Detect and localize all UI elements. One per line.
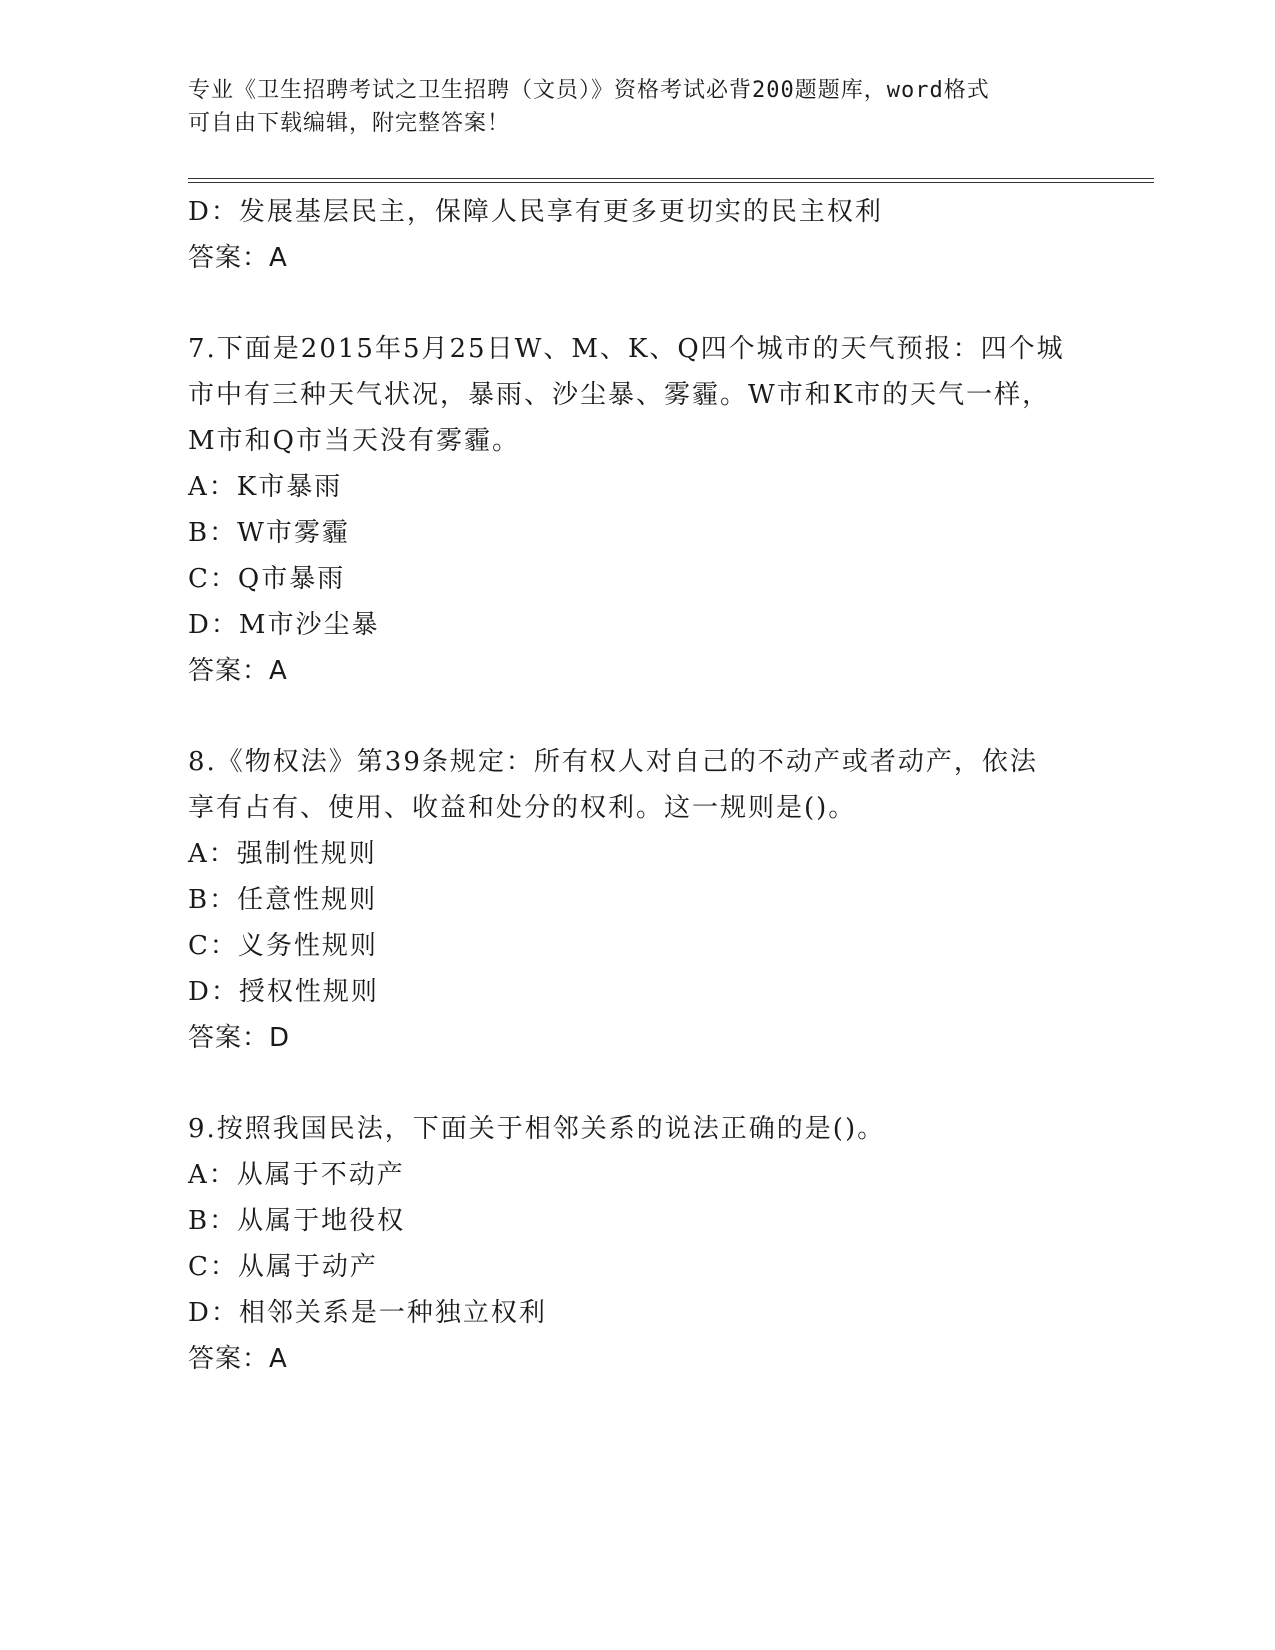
spacer: [188, 694, 1068, 739]
question-stem-line: 9.按照我国民法，下面关于相邻关系的说法正确的是()。: [188, 1114, 886, 1144]
answer-line: 答案：A: [188, 243, 288, 273]
option-d: D：相邻关系是一种独立权利: [188, 1298, 547, 1328]
previous-question: [188, 189, 1068, 281]
option-c: C：Q市暴雨: [188, 564, 346, 594]
question-8: [188, 739, 1068, 1061]
option-b: B：W市雾霾: [188, 518, 350, 548]
header-line: 可自由下载编辑，附完整答案！: [188, 111, 511, 136]
option-c: C：从属于动产: [188, 1252, 378, 1282]
question-stem-line: 享有占有、使用、收益和处分的权利。这一规则是()。: [188, 793, 857, 823]
spacer: [188, 1061, 1068, 1106]
question-7: [188, 326, 1068, 694]
question-stem-line: 8.《物权法》第39条规定：所有权人对自己的不动产或者动产，依法: [188, 747, 1038, 777]
option-a: A：从属于不动产: [188, 1160, 405, 1190]
option-d: D：授权性规则: [188, 977, 379, 1007]
header-line: 专业《卫生招聘考试之卫生招聘（文员）》资格考试必背200题题库，word格式: [188, 78, 990, 103]
option-c: C：义务性规则: [188, 931, 378, 961]
header-divider: [188, 178, 1154, 179]
option-b: B：从属于地役权: [188, 1206, 406, 1236]
answer-line: 答案：A: [188, 656, 288, 686]
header-divider: [188, 182, 1154, 183]
question-9: [188, 1106, 1068, 1382]
page-header: [188, 74, 1088, 140]
option-b: B：任意性规则: [188, 885, 378, 915]
document-body: [188, 189, 1068, 1382]
question-stem-line: 7.下面是2015年5月25日W、M、K、Q四个城市的天气预报：四个城: [188, 334, 1065, 364]
answer-line: 答案：A: [188, 1344, 288, 1374]
question-stem-line: M市和Q市当天没有雾霾。: [188, 426, 520, 456]
spacer: [188, 281, 1068, 326]
option-d: D：M市沙尘暴: [188, 610, 380, 640]
option-a: A：强制性规则: [188, 839, 377, 869]
option-d: D：发展基层民主，保障人民享有更多更切实的民主权利: [188, 197, 883, 227]
answer-line: 答案：D: [188, 1023, 291, 1053]
option-a: A：K市暴雨: [188, 472, 343, 502]
question-stem-line: 市中有三种天气状况，暴雨、沙尘暴、雾霾。W市和K市的天气一样，: [188, 380, 1051, 410]
